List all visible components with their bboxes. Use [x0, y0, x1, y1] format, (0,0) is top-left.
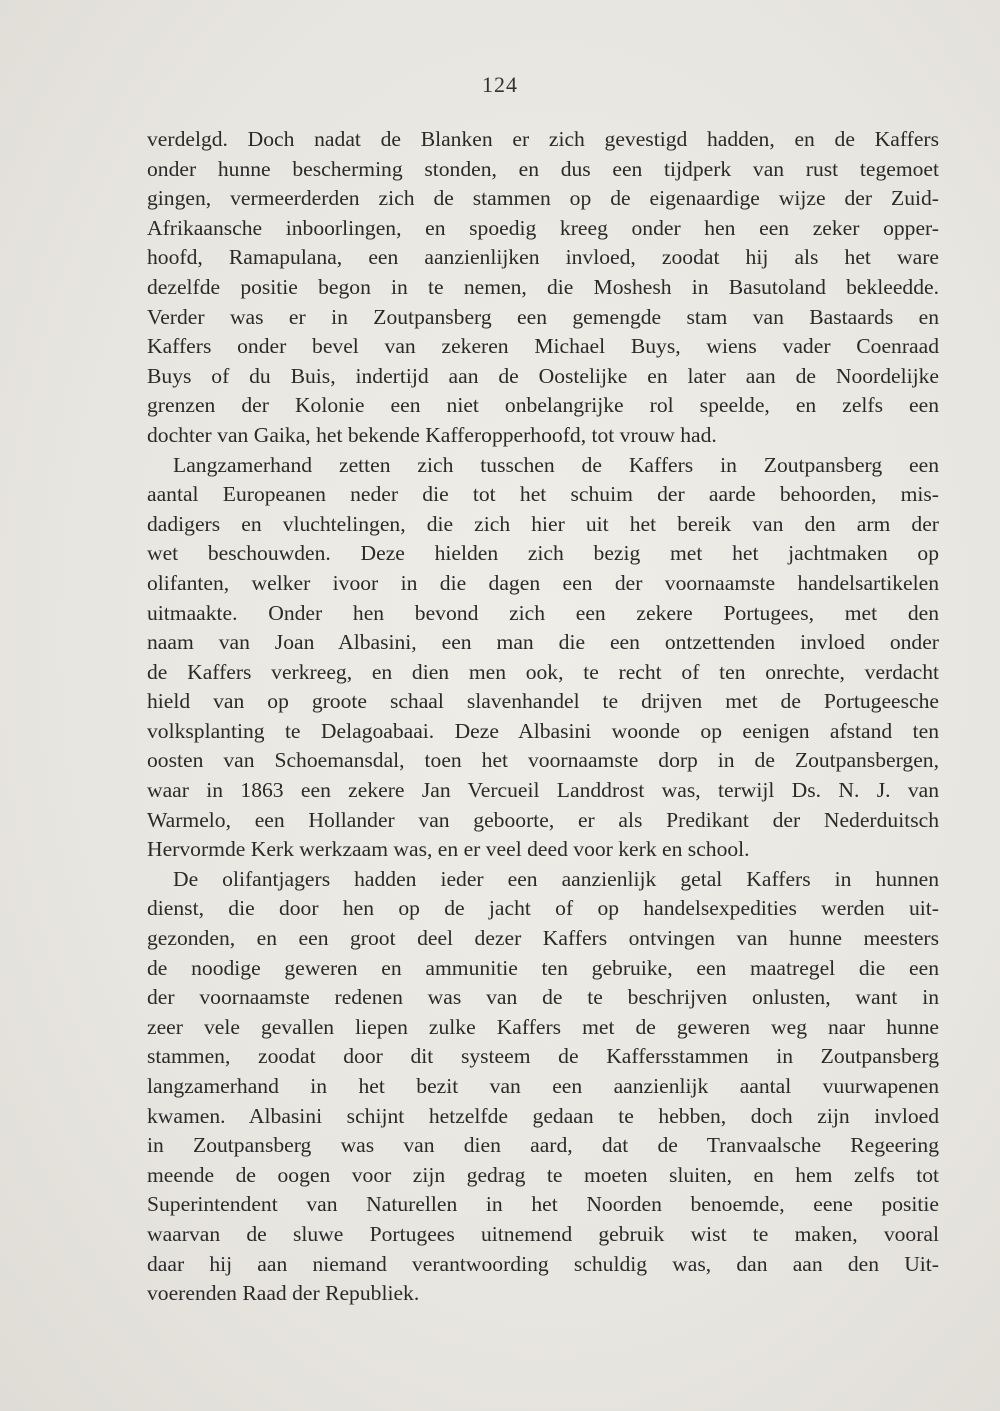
text-line: hoofd, Ramapulana, een aanzienlijken invloed, zoodat hij als het ware: [147, 245, 939, 270]
text-line: gingen, vermeerderden zich de stammen op de eigenaardige wijze der Zuid-: [147, 186, 939, 211]
text-line: aantal Europeanen neder die tot het schuim der aarde behoorden, mis-: [147, 482, 939, 507]
text-line: dienst, die door hen op de jacht of op handelsexpedities werden uit-: [147, 896, 939, 921]
text-line: dezelfde positie begon in te nemen, die Moshesh in Basutoland bekleedde.: [147, 274, 939, 299]
text-line: waarvan de sluwe Portugees uitnemend gebruik wist te maken, vooral: [147, 1221, 939, 1246]
text-line: de noodige geweren en ammunitie ten gebruike, een maatregel die een: [147, 955, 939, 980]
text-line: oosten van Schoemansdal, toen het voornaamste dorp in de Zoutpansbergen,: [147, 748, 939, 773]
text-line: dadigers en vluchtelingen, die zich hier uit het bereik van den arm der: [147, 511, 939, 536]
text-line: hield van op groote schaal slavenhandel te drijven met de Portugeesche: [147, 689, 939, 714]
text-line: waar in 1863 een zekere Jan Vercueil Landdrost was, terwijl Ds. N. J. van: [147, 778, 939, 803]
text-line: Langzamerhand zetten zich tusschen de Kaffers in Zoutpansberg een: [173, 452, 939, 477]
text-line: voerenden Raad der Republiek.: [147, 1281, 420, 1306]
text-line: Warmelo, een Hollander van geboorte, er als Predikant der Nederduitsch: [147, 807, 939, 832]
text-line: der voornaamste redenen was van de te beschrijven onlusten, want in: [147, 985, 939, 1010]
text-line: grenzen der Kolonie een niet onbelangrijke rol speelde, en zelfs een: [147, 393, 939, 418]
text-line: Kaffers onder bevel van zekeren Michael Buys, wiens vader Coenraad: [147, 334, 939, 359]
text-line: kwamen. Albasini schijnt hetzelfde gedaan te hebben, doch zijn invloed: [147, 1103, 939, 1128]
text-line: naam van Joan Albasini, een man die een ontzettenden invloed onder: [147, 630, 939, 655]
text-line: Afrikaansche inboorlingen, en spoedig kreeg onder hen een zeker opper-: [147, 215, 939, 240]
text-line: De olifantjagers hadden ieder een aanzienlijk getal Kaffers in hunnen: [173, 866, 939, 891]
text-line: wet beschouwden. Deze hielden zich bezig met het jachtmaken op: [147, 541, 939, 566]
page-number: 124: [482, 72, 518, 97]
text-line: olifanten, welker ivoor in die dagen een der voornaamste handelsartikelen: [147, 570, 939, 595]
text-line: dochter van Gaika, het bekende Kafferopperhoofd, tot vrouw had.: [147, 422, 717, 447]
body-text: [147, 125, 939, 1309]
text-line: zeer vele gevallen liepen zulke Kaffers met de geweren weg naar hunne: [147, 1014, 939, 1039]
text-line: in Zoutpansberg was van dien aard, dat de Tranvaalsche Regeering: [147, 1133, 939, 1158]
text-line: daar hij aan niemand verantwoording schuldig was, dan aan den Uit-: [147, 1251, 939, 1276]
text-line: de Kaffers verkreeg, en dien men ook, te recht of ten onrechte, verdacht: [147, 659, 939, 684]
text-line: uitmaakte. Onder hen bevond zich een zekere Portugees, met den: [147, 600, 939, 625]
text-line: langzamerhand in het bezit van een aanzienlijk aantal vuurwapenen: [147, 1074, 939, 1098]
text-line: onder hunne bescherming stonden, en dus een tijdperk van rust tegemoet: [147, 156, 939, 181]
text-line: verdelgd. Doch nadat de Blanken er zich gevestigd hadden, en de Kaffers: [147, 127, 939, 151]
text-line: volksplanting te Delagoabaai. Deze Albasini woonde op eenigen afstand ten: [147, 718, 939, 743]
text-line: Superintendent van Naturellen in het Noorden benoemde, eene positie: [147, 1192, 939, 1217]
text-line: Hervormde Kerk werkzaam was, en er veel deed voor kerk en school.: [147, 837, 750, 862]
text-line: gezonden, en een groot deel dezer Kaffers ontvingen van hunne meesters: [147, 926, 939, 951]
text-line: stammen, zoodat door dit systeem de Kaffersstammen in Zoutpansberg: [147, 1044, 939, 1069]
text-line: Buys of du Buis, indertijd aan de Oostelijke en later aan de Noordelijke: [147, 363, 939, 388]
text-line: meende de oogen voor zijn gedrag te moeten sluiten, en hem zelfs tot: [147, 1162, 939, 1187]
text-line: Verder was er in Zoutpansberg een gemengde stam van Bastaards en: [147, 304, 939, 329]
